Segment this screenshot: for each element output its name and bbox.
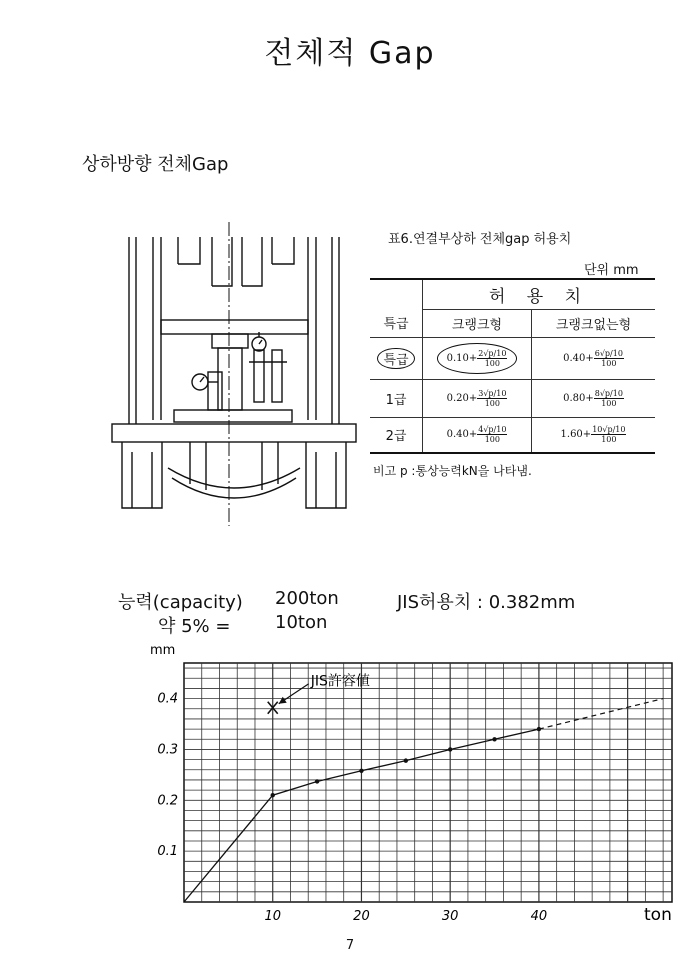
col-crank: 크랭크형 <box>423 309 532 337</box>
axis-ticks <box>157 692 547 924</box>
grade-cell: 1급 <box>370 379 423 417</box>
table-note: 비고 p :통상능력kN을 나타냄. <box>373 464 532 478</box>
header-group: 허 용 치 <box>423 279 656 309</box>
gap-chart <box>0 630 700 930</box>
page-title: 전체적 Gap <box>264 36 436 71</box>
col-grade: 특급 <box>370 309 423 337</box>
grade-cell: 2급 <box>385 429 407 445</box>
table-unit: 단위 mm <box>584 263 639 278</box>
chart-grid <box>184 663 672 902</box>
jis-tolerance: JIS허용치 : 0.382mm <box>397 592 576 613</box>
capacity-line <box>118 588 339 614</box>
chart-annotation <box>268 673 370 714</box>
x-tick-label: 20 <box>353 909 370 924</box>
x-tick-label: 10 <box>264 909 282 924</box>
formula-crank: 0.40+ $\frac{4√p/10}{100}$ <box>423 417 532 453</box>
col-nocrank: 크랭크없는형 <box>532 309 656 337</box>
data-point <box>448 747 452 751</box>
y-tick-label: 0.3 <box>157 742 178 758</box>
y-tick-label: 0.1 <box>157 844 178 860</box>
formula-crank: 0.20+ $\frac{3√p/10}{100}$ <box>423 379 532 417</box>
annotation-label: JIS許容値 <box>310 673 370 690</box>
formula-nocrank: 0.80+ $\frac{8√p/10}{100}$ <box>532 379 656 417</box>
grade-cell <box>370 337 423 379</box>
y-axis-label: mm <box>150 643 176 658</box>
table-caption: 표6.연결부상하 전체gap 허용치 <box>388 232 572 247</box>
capacity-label: 능력(capacity) <box>118 592 243 613</box>
approx-value: 10ton <box>275 612 328 633</box>
formula-nocrank: 1.60+ $\frac{10√p/10}{100}$ <box>532 417 656 453</box>
data-point <box>271 793 275 797</box>
approx-label: 약 5% = <box>158 616 231 637</box>
series-extension <box>539 699 663 730</box>
tolerance-table <box>370 278 655 454</box>
formula-crank: 0.10+ $\frac{2√p/10}{100}$ <box>423 337 532 379</box>
x-axis-label: ton <box>644 905 672 925</box>
capacity-value: 200ton <box>275 588 339 609</box>
grade-circle: 특급 <box>377 348 414 369</box>
annotation-arrowhead <box>279 697 287 704</box>
data-point <box>492 737 496 741</box>
page-number: 7 <box>345 938 355 953</box>
x-tick-label: 40 <box>530 909 548 924</box>
press-frame-drawing <box>108 212 360 528</box>
y-tick-label: 0.4 <box>157 691 178 707</box>
data-point <box>315 779 319 783</box>
formula-nocrank: 0.40+ $\frac{6√p/10}{100}$ <box>532 337 656 379</box>
section-subtitle: 상하방향 전체Gap <box>82 154 229 175</box>
data-point <box>404 758 408 762</box>
y-tick-label: 0.2 <box>157 793 178 809</box>
data-point <box>359 769 363 773</box>
x-tick-label: 30 <box>441 909 459 924</box>
